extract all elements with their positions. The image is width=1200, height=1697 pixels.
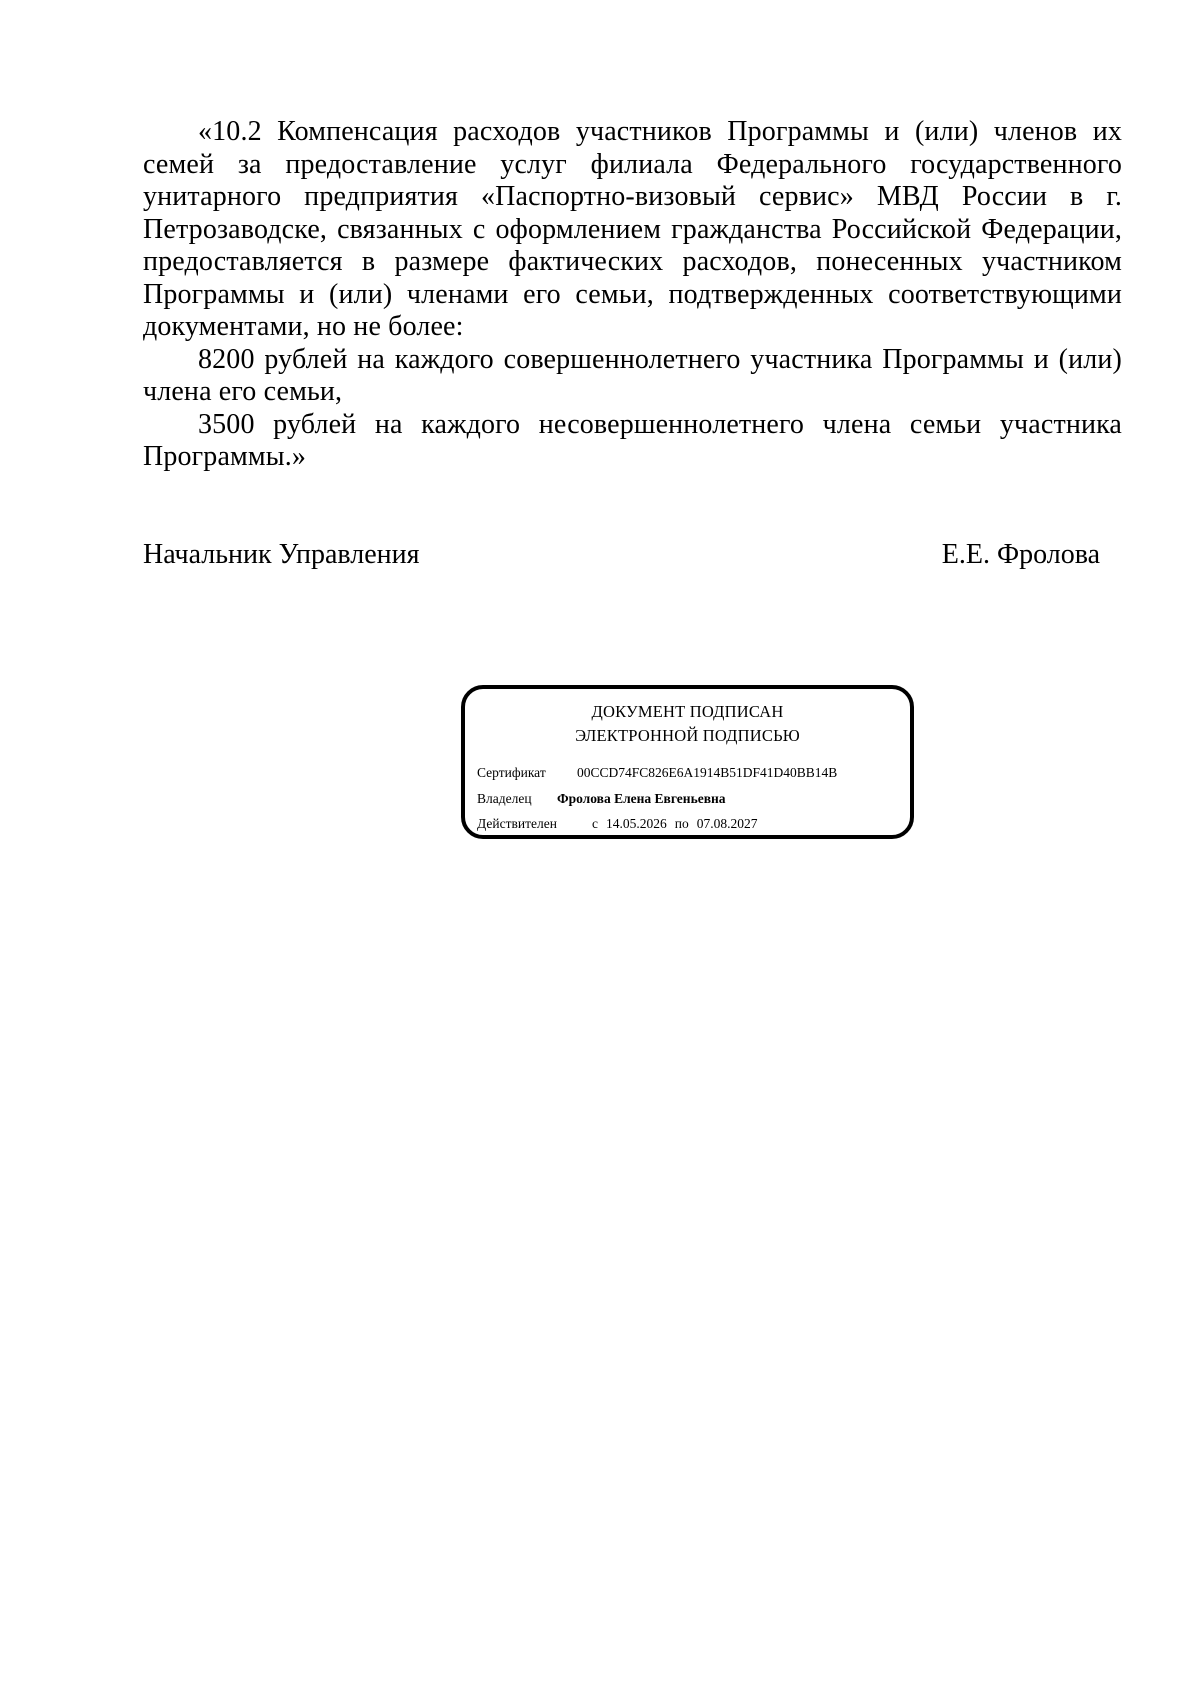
document-body: [143, 116, 1122, 474]
stamp-heading: [465, 700, 910, 748]
signatory-position: Начальник Управления: [143, 539, 420, 570]
valid-label: Действителен: [477, 816, 557, 831]
owner-value: Фролова Елена Евгеньевна: [557, 791, 726, 806]
stamp-heading-line: ЭЛЕКТРОННОЙ ПОДПИСЬЮ: [575, 726, 800, 745]
valid-from-prefix: с: [592, 816, 598, 831]
stamp-validity-row: [477, 815, 757, 833]
signatory-name: Е.Е. Фролова: [941, 539, 1100, 570]
certificate-label: Сертификат: [477, 765, 546, 780]
paragraph-adult-amount: 8200 рублей на каждого совершеннолетнего участника Программы и (или) члена его семьи,: [143, 343, 1122, 407]
paragraph-minor-amount: 3500 рублей на каждого несовершеннолетнего члена семьи участника Программы.»: [143, 408, 1122, 472]
valid-to-date: 07.08.2027: [696, 816, 758, 831]
stamp-certificate-row: [477, 764, 837, 782]
certificate-value: 00CCD74FC826E6A1914B51DF41D40BB14B: [577, 765, 838, 780]
electronic-signature-stamp: [461, 685, 914, 839]
valid-from-date: 14.05.2026: [606, 816, 667, 831]
valid-to-prefix: по: [674, 816, 689, 831]
stamp-heading-line: ДОКУМЕНТ ПОДПИСАН: [591, 702, 784, 721]
paragraph-compensation: «10.2 Компенсация расходов участников Программы и (или) членов их семей за предоставление услуг филиала Федерального государственного унитарного предприятия «Паспортно-визовый сервис» МВД России в г. Петрозаводске, связанных с оформлением гражданства Российской Федерации, предоставляется в размере фактических расходов, понесенных участником Программы и (или) членами его семьи, подтвержденных соответствующими документами, но не более:: [143, 116, 1122, 342]
owner-label: Владелец: [477, 791, 532, 806]
stamp-owner-row: [477, 790, 726, 808]
signature-block: [143, 539, 1100, 571]
